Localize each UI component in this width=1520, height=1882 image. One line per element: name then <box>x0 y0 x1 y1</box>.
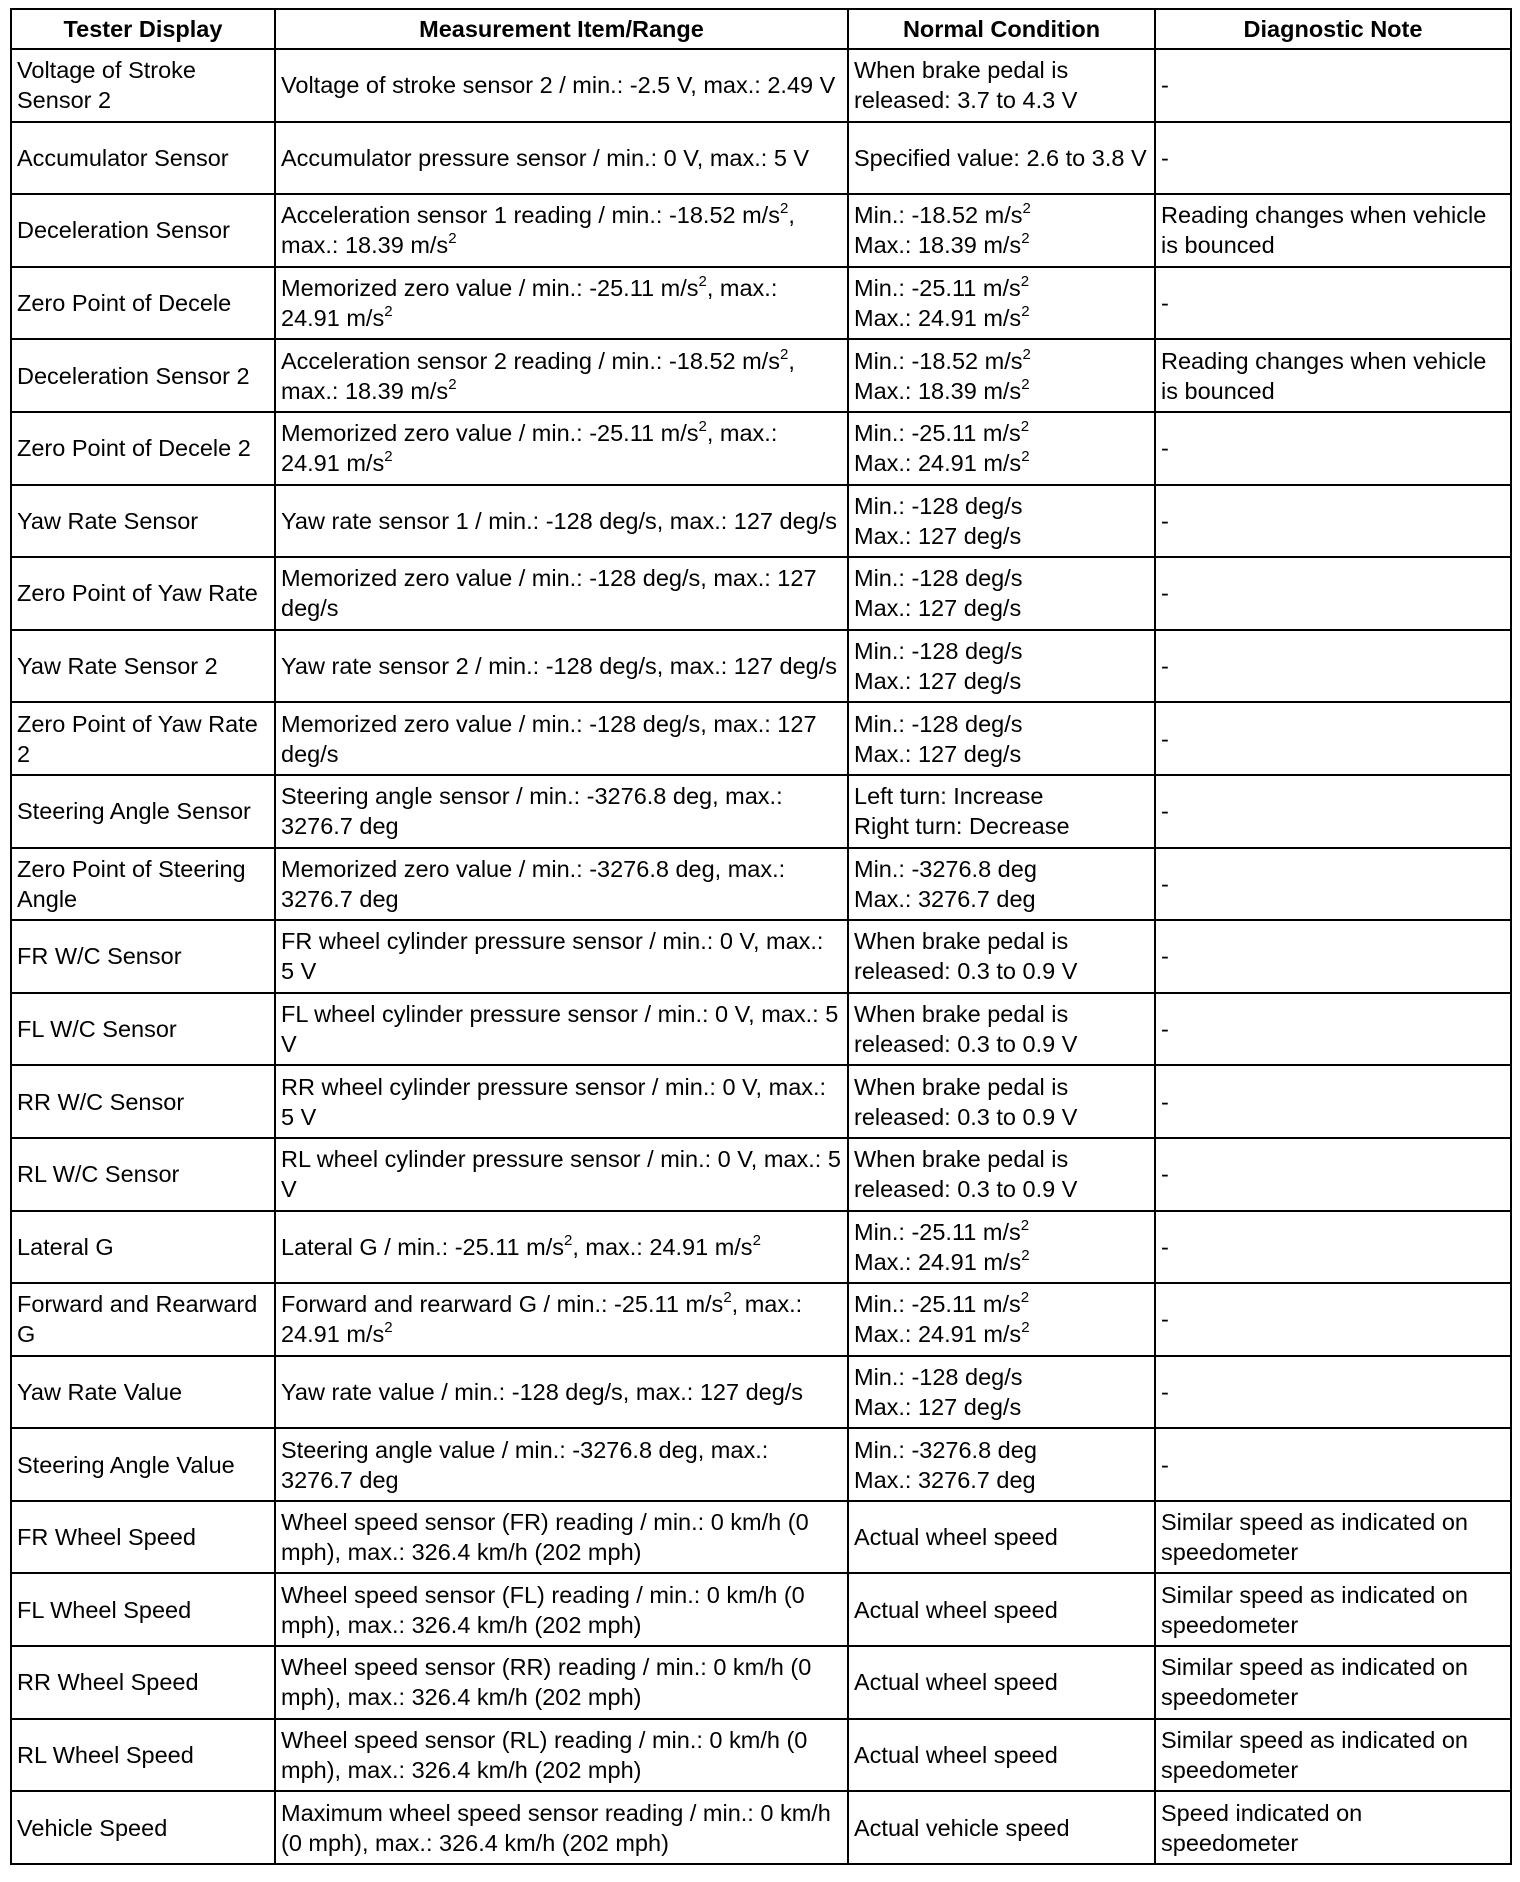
cell-tester-display: Yaw Rate Sensor <box>11 485 275 558</box>
table-row <box>11 485 1511 558</box>
cell-measurement-range: Memorized zero value / min.: -3276.8 deg, max.: 3276.7 deg <box>275 848 848 921</box>
cell-diagnostic-note: Reading changes when vehicle is bounced <box>1155 339 1511 412</box>
cell-normal-condition: Min.: -25.11 $m/s^2$ Max.: 24.91 $m/s^2$ <box>848 412 1155 485</box>
cell-diagnostic-note: - <box>1155 267 1511 340</box>
cell-diagnostic-note: - <box>1155 1428 1511 1501</box>
cell-diagnostic-note: - <box>1155 557 1511 630</box>
table-row <box>11 1283 1511 1356</box>
table-row <box>11 267 1511 340</box>
cell-measurement-range: FR wheel cylinder pressure sensor / min.: 0 V, max.: 5 V <box>275 920 848 993</box>
cell-normal-condition: When brake pedal is released: 0.3 to 0.9 V <box>848 993 1155 1066</box>
table-row <box>11 1646 1511 1719</box>
table-row <box>11 339 1511 412</box>
cell-tester-display: RL Wheel Speed <box>11 1719 275 1792</box>
cell-measurement-range: Wheel speed sensor (FR) reading / min.: 0 km/h (0 mph), max.: 326.4 km/h (202 mph) <box>275 1501 848 1574</box>
table-row <box>11 1211 1511 1284</box>
cell-tester-display: Deceleration Sensor 2 <box>11 339 275 412</box>
cell-measurement-range: Acceleration sensor 1 reading / min.: -18.52 $m/s^2$, max.: 18.39 $m/s^2$ <box>275 194 848 267</box>
cell-tester-display: RL W/C Sensor <box>11 1138 275 1211</box>
cell-normal-condition: When brake pedal is released: 0.3 to 0.9 V <box>848 1138 1155 1211</box>
cell-normal-condition: Specified value: 2.6 to 3.8 V <box>848 122 1155 195</box>
cell-diagnostic-note: - <box>1155 1211 1511 1284</box>
table-row <box>11 122 1511 195</box>
cell-tester-display: Accumulator Sensor <box>11 122 275 195</box>
cell-diagnostic-note: - <box>1155 920 1511 993</box>
cell-diagnostic-note: Similar speed as indicated on speedometer <box>1155 1573 1511 1646</box>
cell-diagnostic-note: - <box>1155 1065 1511 1138</box>
table-row <box>11 920 1511 993</box>
header-measurement-item-range: Measurement Item/Range <box>275 9 848 49</box>
cell-diagnostic-note: Reading changes when vehicle is bounced <box>1155 194 1511 267</box>
cell-tester-display: RR Wheel Speed <box>11 1646 275 1719</box>
table-row <box>11 702 1511 775</box>
cell-diagnostic-note: - <box>1155 122 1511 195</box>
cell-tester-display: Zero Point of Steering Angle <box>11 848 275 921</box>
data-list-table <box>10 8 1512 1865</box>
cell-normal-condition: Actual wheel speed <box>848 1719 1155 1792</box>
cell-measurement-range: Memorized zero value / min.: -25.11 $m/s^2$, max.: 24.91 $m/s^2$ <box>275 267 848 340</box>
cell-normal-condition: When brake pedal is released: 0.3 to 0.9 V <box>848 1065 1155 1138</box>
cell-measurement-range: FL wheel cylinder pressure sensor / min.: 0 V, max.: 5 V <box>275 993 848 1066</box>
cell-normal-condition: Min.: -128 deg/s Max.: 127 deg/s <box>848 485 1155 558</box>
cell-normal-condition: Actual wheel speed <box>848 1646 1155 1719</box>
cell-measurement-range: Lateral G / min.: -25.11 $m/s^2$, max.: 24.91 $m/s^2$ <box>275 1211 848 1284</box>
table-row <box>11 775 1511 848</box>
table-row <box>11 848 1511 921</box>
cell-measurement-range: Voltage of stroke sensor 2 / min.: -2.5 V, max.: 2.49 V <box>275 49 848 122</box>
table-row <box>11 49 1511 122</box>
cell-measurement-range: Maximum wheel speed sensor reading / min.: 0 km/h (0 mph), max.: 326.4 km/h (202 mph) <box>275 1791 848 1864</box>
table-row <box>11 1065 1511 1138</box>
table-row <box>11 993 1511 1066</box>
cell-normal-condition: Min.: -25.11 $m/s^2$ Max.: 24.91 $m/s^2$ <box>848 267 1155 340</box>
cell-tester-display: Lateral G <box>11 1211 275 1284</box>
cell-normal-condition: When brake pedal is released: 0.3 to 0.9 V <box>848 920 1155 993</box>
cell-tester-display: FR Wheel Speed <box>11 1501 275 1574</box>
cell-measurement-range: Wheel speed sensor (RL) reading / min.: 0 km/h (0 mph), max.: 326.4 km/h (202 mph) <box>275 1719 848 1792</box>
cell-normal-condition: Min.: -3276.8 deg Max.: 3276.7 deg <box>848 1428 1155 1501</box>
cell-measurement-range: Steering angle sensor / min.: -3276.8 deg, max.: 3276.7 deg <box>275 775 848 848</box>
table-header-row <box>11 9 1511 49</box>
cell-normal-condition: Min.: -25.11 $m/s^2$ Max.: 24.91 $m/s^2$ <box>848 1283 1155 1356</box>
cell-diagnostic-note: - <box>1155 412 1511 485</box>
cell-measurement-range: RL wheel cylinder pressure sensor / min.: 0 V, max.: 5 V <box>275 1138 848 1211</box>
cell-tester-display: Steering Angle Sensor <box>11 775 275 848</box>
cell-measurement-range: Yaw rate value / min.: -128 deg/s, max.: 127 deg/s <box>275 1356 848 1429</box>
cell-tester-display: FR W/C Sensor <box>11 920 275 993</box>
cell-tester-display: Deceleration Sensor <box>11 194 275 267</box>
table-row <box>11 1501 1511 1574</box>
cell-normal-condition: Min.: -128 deg/s Max.: 127 deg/s <box>848 630 1155 703</box>
cell-normal-condition: Min.: -128 deg/s Max.: 127 deg/s <box>848 1356 1155 1429</box>
cell-measurement-range: Wheel speed sensor (RR) reading / min.: 0 km/h (0 mph), max.: 326.4 km/h (202 mph) <box>275 1646 848 1719</box>
table-row <box>11 1573 1511 1646</box>
cell-diagnostic-note: Similar speed as indicated on speedometer <box>1155 1646 1511 1719</box>
cell-tester-display: Vehicle Speed <box>11 1791 275 1864</box>
cell-normal-condition: Actual wheel speed <box>848 1573 1155 1646</box>
cell-diagnostic-note: Similar speed as indicated on speedometer <box>1155 1501 1511 1574</box>
cell-measurement-range: Memorized zero value / min.: -25.11 $m/s^2$, max.: 24.91 $m/s^2$ <box>275 412 848 485</box>
cell-measurement-range: RR wheel cylinder pressure sensor / min.: 0 V, max.: 5 V <box>275 1065 848 1138</box>
cell-diagnostic-note: - <box>1155 1283 1511 1356</box>
table-row <box>11 1138 1511 1211</box>
cell-diagnostic-note: Similar speed as indicated on speedometer <box>1155 1719 1511 1792</box>
cell-diagnostic-note: - <box>1155 1138 1511 1211</box>
cell-normal-condition: When brake pedal is released: 3.7 to 4.3 V <box>848 49 1155 122</box>
cell-normal-condition: Min.: -128 deg/s Max.: 127 deg/s <box>848 702 1155 775</box>
table-row <box>11 1719 1511 1792</box>
cell-tester-display: Forward and Rearward G <box>11 1283 275 1356</box>
cell-measurement-range: Memorized zero value / min.: -128 deg/s, max.: 127 deg/s <box>275 557 848 630</box>
cell-normal-condition: Min.: -3276.8 deg Max.: 3276.7 deg <box>848 848 1155 921</box>
cell-normal-condition: Min.: -25.11 $m/s^2$ Max.: 24.91 $m/s^2$ <box>848 1211 1155 1284</box>
document-page <box>10 8 1510 1874</box>
table-body <box>11 49 1511 1864</box>
table-row <box>11 1428 1511 1501</box>
cell-tester-display: Steering Angle Value <box>11 1428 275 1501</box>
cell-tester-display: Yaw Rate Sensor 2 <box>11 630 275 703</box>
cell-diagnostic-note: - <box>1155 993 1511 1066</box>
cell-measurement-range: Accumulator pressure sensor / min.: 0 V, max.: 5 V <box>275 122 848 195</box>
cell-measurement-range: Yaw rate sensor 2 / min.: -128 deg/s, max.: 127 deg/s <box>275 630 848 703</box>
cell-tester-display: Zero Point of Yaw Rate 2 <box>11 702 275 775</box>
cell-diagnostic-note: - <box>1155 848 1511 921</box>
cell-measurement-range: Wheel speed sensor (FL) reading / min.: 0 km/h (0 mph), max.: 326.4 km/h (202 mph) <box>275 1573 848 1646</box>
cell-measurement-range: Steering angle value / min.: -3276.8 deg, max.: 3276.7 deg <box>275 1428 848 1501</box>
cell-normal-condition: Actual wheel speed <box>848 1501 1155 1574</box>
header-diagnostic-note: Diagnostic Note <box>1155 9 1511 49</box>
cell-diagnostic-note: - <box>1155 1356 1511 1429</box>
cell-diagnostic-note: - <box>1155 49 1511 122</box>
header-normal-condition: Normal Condition <box>848 9 1155 49</box>
table-row <box>11 412 1511 485</box>
cell-diagnostic-note: - <box>1155 775 1511 848</box>
cell-normal-condition: Min.: -18.52 $m/s^2$ Max.: 18.39 $m/s^2$ <box>848 339 1155 412</box>
cell-diagnostic-note: - <box>1155 630 1511 703</box>
cell-normal-condition: Left turn: Increase Right turn: Decrease <box>848 775 1155 848</box>
cell-measurement-range: Yaw rate sensor 1 / min.: -128 deg/s, max.: 127 deg/s <box>275 485 848 558</box>
cell-diagnostic-note: Speed indicated on speedometer <box>1155 1791 1511 1864</box>
table-row <box>11 1356 1511 1429</box>
cell-normal-condition: Actual vehicle speed <box>848 1791 1155 1864</box>
cell-tester-display: FL Wheel Speed <box>11 1573 275 1646</box>
cell-tester-display: Zero Point of Decele 2 <box>11 412 275 485</box>
cell-tester-display: FL W/C Sensor <box>11 993 275 1066</box>
cell-measurement-range: Acceleration sensor 2 reading / min.: -18.52 $m/s^2$, max.: 18.39 $m/s^2$ <box>275 339 848 412</box>
cell-tester-display: RR W/C Sensor <box>11 1065 275 1138</box>
table-row <box>11 557 1511 630</box>
cell-tester-display: Voltage of Stroke Sensor 2 <box>11 49 275 122</box>
cell-tester-display: Yaw Rate Value <box>11 1356 275 1429</box>
header-tester-display: Tester Display <box>11 9 275 49</box>
cell-normal-condition: Min.: -18.52 $m/s^2$ Max.: 18.39 $m/s^2$ <box>848 194 1155 267</box>
cell-diagnostic-note: - <box>1155 485 1511 558</box>
cell-diagnostic-note: - <box>1155 702 1511 775</box>
cell-normal-condition: Min.: -128 deg/s Max.: 127 deg/s <box>848 557 1155 630</box>
cell-measurement-range: Memorized zero value / min.: -128 deg/s, max.: 127 deg/s <box>275 702 848 775</box>
table-row <box>11 630 1511 703</box>
cell-tester-display: Zero Point of Yaw Rate <box>11 557 275 630</box>
table-row <box>11 194 1511 267</box>
cell-tester-display: Zero Point of Decele <box>11 267 275 340</box>
cell-measurement-range: Forward and rearward G / min.: -25.11 $m/s^2$, max.: 24.91 $m/s^2$ <box>275 1283 848 1356</box>
table-row <box>11 1791 1511 1864</box>
